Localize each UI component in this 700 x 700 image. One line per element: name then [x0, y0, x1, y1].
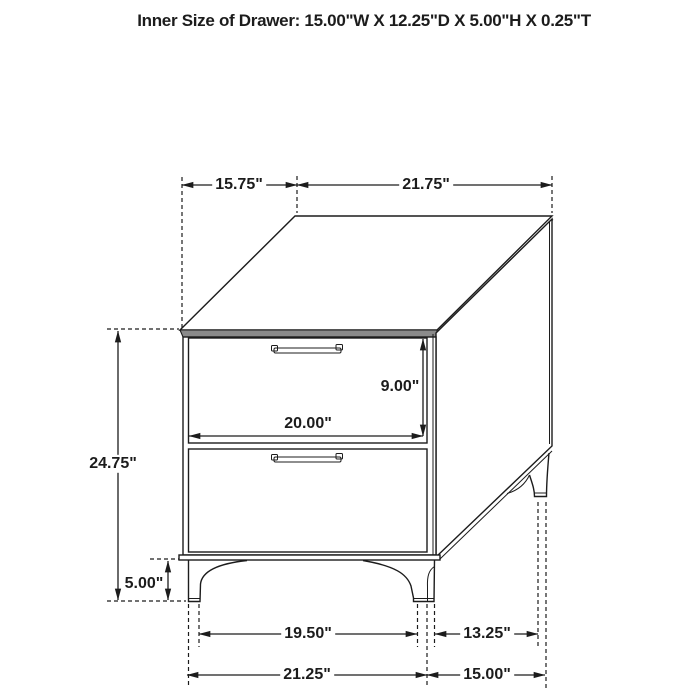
- dim-label-side-foot-span: 13.25": [460, 625, 514, 643]
- dim-label-drawer-width: 20.00": [281, 415, 335, 433]
- dim-label-drawer-height: 9.00": [380, 377, 420, 395]
- dim-label-top-width: 21.75": [399, 176, 453, 194]
- dim-label-top-depth: 15.75": [212, 176, 266, 194]
- dim-label-overall-height: 24.75": [86, 455, 140, 473]
- front-left-leg: [189, 560, 248, 602]
- dim-label-floor-depth: 15.00": [460, 666, 514, 684]
- base-molding: [179, 555, 440, 560]
- drawer-2-front: [189, 449, 428, 552]
- nightstand-front: [179, 334, 440, 560]
- diagram-title: Inner Size of Drawer: 15.00"W X 12.25"D X 5.00"H X 0.25"T: [137, 11, 591, 30]
- dim-label-front-foot-span: 19.50": [281, 625, 335, 643]
- dim-label-leg-height: 5.00": [124, 574, 164, 592]
- front-right-leg: [363, 560, 435, 602]
- dim-label-floor-width: 21.25": [280, 666, 334, 684]
